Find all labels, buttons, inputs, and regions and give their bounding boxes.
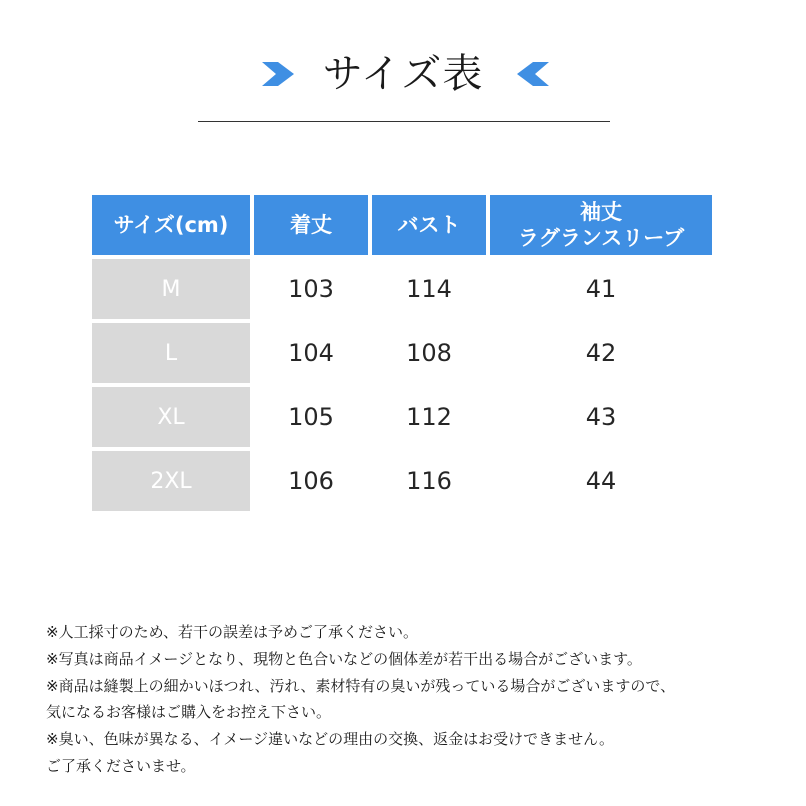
table-cell [490,387,712,447]
length-value: 106 [288,467,334,495]
size-label: 2XL [150,468,192,494]
header-size [92,195,250,255]
length-value: 103 [288,275,334,303]
row-label-cell [92,259,250,319]
title-section [0,40,806,110]
note-line: ※人工採寸のため、若干の誤差は予めご了承ください。 [46,623,418,641]
table-cell [254,259,368,319]
table-cell [372,387,486,447]
note-line: 気になるお客様はご購入をお控え下さい。 [46,703,332,722]
header-length [254,195,368,255]
table-cell [372,259,486,319]
table-cell [254,323,368,383]
bust-value: 116 [406,467,452,495]
title-divider [198,121,610,122]
table-cell [254,451,368,511]
page-title: サイズ表 [322,51,484,97]
note-line: ※写真は商品イメージとなり、現物と色合いなどの個体差が若干出る場合がございます。 [46,649,642,668]
size-label: M [161,276,181,302]
row-label-cell [92,451,250,511]
row-label-cell [92,323,250,383]
chevron-left-icon [511,62,549,86]
bust-value: 108 [406,339,452,367]
table-cell [372,451,486,511]
sleeve-value: 43 [585,403,617,431]
notes-section [46,619,786,780]
table-cell [490,323,712,383]
header-sleeve-label-line1: 袖丈 [580,200,622,224]
note-line: ※臭い、色味が異なる、イメージ違いなどの理由の交換、返金はお受けできません。 [46,730,615,749]
sleeve-value: 42 [585,339,617,367]
table-cell [254,387,368,447]
table-cell [372,323,486,383]
header-length-label: 着丈 [290,213,332,237]
bust-value: 112 [406,403,452,431]
table-cell [490,451,712,511]
sleeve-value: 44 [585,467,617,495]
row-label-cell [92,387,250,447]
bust-value: 114 [406,275,452,303]
header-sleeve-label-line2: ラグランスリーブ [517,226,685,250]
sleeve-value: 41 [585,275,617,303]
length-value: 104 [288,339,334,367]
note-line: ※商品は縫製上の細かいほつれ、汚れ、素材特有の臭いが残っている場合がございますので、 [46,676,676,695]
header-size-label: サイズ(cm) [113,213,229,237]
size-label: XL [157,404,185,430]
note-line: ご了承くださいませ。 [46,756,196,775]
header-sleeve [490,195,712,255]
size-label: L [164,340,178,366]
header-bust [372,195,486,255]
length-value: 105 [288,403,334,431]
size-table [92,195,712,515]
table-cell [490,259,712,319]
header-bust-label: バスト [397,213,461,237]
